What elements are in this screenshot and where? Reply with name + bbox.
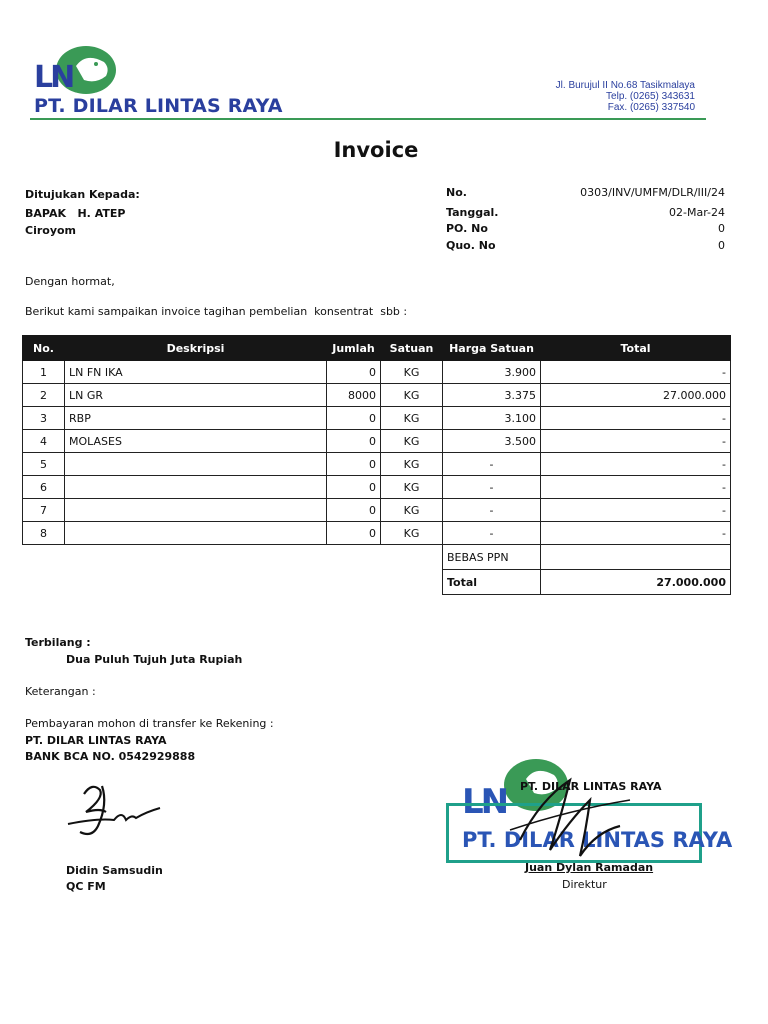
header-desc: Deskripsi (65, 336, 327, 361)
cell-qty: 0 (327, 407, 381, 430)
tax-label: BEBAS PPN (443, 545, 541, 570)
cell-qty: 0 (327, 522, 381, 545)
signer-right-role: Direktur (562, 878, 607, 891)
cell-unit: KG (381, 453, 443, 476)
cell-price: - (443, 499, 541, 522)
total-row (23, 570, 731, 595)
stamp-letters: LN (462, 782, 507, 822)
cell-unit: KG (381, 522, 443, 545)
cell-no: 1 (23, 361, 65, 384)
cell-qty: 0 (327, 430, 381, 453)
signer-right-company: PT. DILAR LINTAS RAYA (520, 780, 662, 793)
cell-unit: KG (381, 430, 443, 453)
cell-price: 3.500 (443, 430, 541, 453)
intro-text: Berikut kami sampaikan invoice tagihan pembelian konsentrat sbb : (25, 305, 408, 318)
cell-qty: 8000 (327, 384, 381, 407)
header-qty: Jumlah (327, 336, 381, 361)
company-address: Jl. Burujul II No.68 Tasikmalaya (555, 80, 695, 91)
recipient-name: BAPAK H. ATEP (25, 207, 126, 220)
meta-no-value: 0303/INV/UMFM/DLR/III/24 (580, 186, 725, 199)
cell-qty: 0 (327, 361, 381, 384)
signature-left-icon (62, 780, 172, 844)
cell-total: - (541, 361, 731, 384)
table-row (23, 522, 731, 545)
meta-quo-value: 0 (718, 239, 725, 252)
cell-desc: LN GR (65, 384, 327, 407)
cell-desc: RBP (65, 407, 327, 430)
recipient-place: Ciroyom (25, 224, 77, 237)
cell-unit: KG (381, 384, 443, 407)
cell-unit: KG (381, 407, 443, 430)
table-row (23, 453, 731, 476)
table-row (23, 430, 731, 453)
header-total: Total (541, 336, 731, 361)
total-label: Total (443, 570, 541, 595)
cell-no: 3 (23, 407, 65, 430)
cell-unit: KG (381, 499, 443, 522)
cell-total: - (541, 476, 731, 499)
terbilang-value: Dua Puluh Tujuh Juta Rupiah (66, 653, 243, 666)
stamp-text: PT. DILAR LINTAS RAYA (462, 828, 733, 852)
cell-total: - (541, 522, 731, 545)
table-row (23, 361, 731, 384)
cell-desc: MOLASES (65, 430, 327, 453)
cell-total: - (541, 499, 731, 522)
cell-qty: 0 (327, 453, 381, 476)
cell-desc: LN FN IKA (65, 361, 327, 384)
cell-price: - (443, 453, 541, 476)
company-name: PT. DILAR LINTAS RAYA (34, 95, 283, 117)
cell-unit: KG (381, 476, 443, 499)
header-price: Harga Satuan (443, 336, 541, 361)
table-row (23, 384, 731, 407)
terbilang-label: Terbilang : (25, 636, 91, 649)
cell-no: 8 (23, 522, 65, 545)
total-value: 27.000.000 (541, 570, 731, 595)
meta-po-value: 0 (718, 222, 725, 235)
cell-no: 5 (23, 453, 65, 476)
tax-value (541, 545, 731, 570)
table-header-row (23, 336, 731, 361)
company-phone: Telp. (0265) 343631 (606, 91, 695, 102)
cell-price: 3.375 (443, 384, 541, 407)
meta-quo-label: Quo. No (446, 239, 496, 252)
cell-total: - (541, 407, 731, 430)
logo-letters: LN (34, 60, 73, 95)
meta-no-label: No. (446, 186, 467, 199)
cell-price: 3.100 (443, 407, 541, 430)
table-row (23, 476, 731, 499)
keterangan-label: Keterangan : (25, 685, 96, 698)
meta-date-value: 02-Mar-24 (669, 206, 725, 219)
greeting: Dengan hormat, (25, 275, 115, 288)
signature-right-icon (500, 770, 640, 870)
tax-row (23, 545, 731, 570)
header-divider (30, 118, 706, 120)
payment-instruction: Pembayaran mohon di transfer ke Rekening : (25, 717, 274, 730)
header-unit: Satuan (381, 336, 443, 361)
page-title: Invoice (333, 138, 419, 162)
cell-total: 27.000.000 (541, 384, 731, 407)
table-row (23, 407, 731, 430)
cell-no: 4 (23, 430, 65, 453)
cell-desc (65, 476, 327, 499)
cell-total: - (541, 453, 731, 476)
header-no: No. (23, 336, 65, 361)
signer-left-name: Didin Samsudin (66, 864, 163, 877)
cell-no: 6 (23, 476, 65, 499)
cell-qty: 0 (327, 476, 381, 499)
signer-left-role: QC FM (66, 880, 106, 893)
cell-no: 2 (23, 384, 65, 407)
cell-total: - (541, 430, 731, 453)
recipient-label: Ditujukan Kepada: (25, 188, 140, 201)
cell-price: - (443, 522, 541, 545)
cell-no: 7 (23, 499, 65, 522)
cell-qty: 0 (327, 499, 381, 522)
payment-bank: BANK BCA NO. 0542929888 (25, 750, 196, 763)
cell-price: - (443, 476, 541, 499)
cell-price: 3.900 (443, 361, 541, 384)
invoice-table (22, 335, 731, 595)
payment-account-name: PT. DILAR LINTAS RAYA (25, 734, 167, 747)
cell-desc (65, 522, 327, 545)
company-fax: Fax. (0265) 337540 (607, 102, 695, 113)
cell-unit: KG (381, 361, 443, 384)
signer-right-name: Juan Dylan Ramadan (525, 861, 654, 874)
cell-desc (65, 499, 327, 522)
meta-po-label: PO. No (446, 222, 488, 235)
cell-desc (65, 453, 327, 476)
meta-date-label: Tanggal. (446, 206, 499, 219)
table-row (23, 499, 731, 522)
